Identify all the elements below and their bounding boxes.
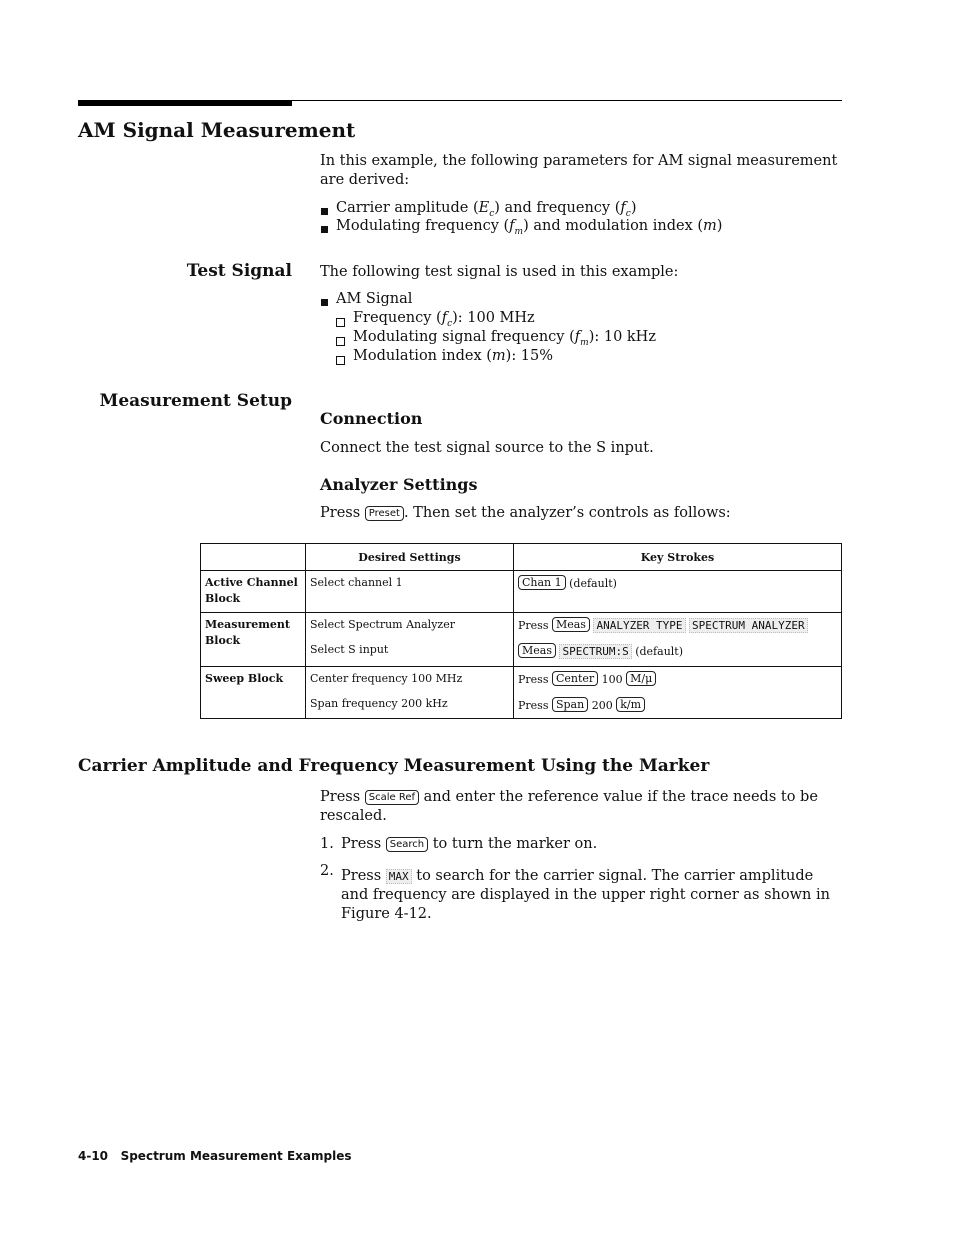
analyzer-type-softkey: ANALYZER TYPE	[593, 618, 685, 633]
analyzer-settings-heading: Analyzer Settings	[320, 475, 478, 494]
test-signal-text: The following test signal is used in this example:	[320, 264, 679, 280]
test-signal-bullet: AM Signal	[336, 291, 413, 307]
connection-text: Connect the test signal source to the S input.	[320, 440, 654, 456]
row-header: Sweep Block	[201, 667, 306, 719]
carrier-section-heading: Carrier Amplitude and Frequency Measurement Using the Marker	[78, 756, 710, 776]
preset-key: Preset	[365, 506, 404, 521]
analyzer-settings-text: Press Preset . Then set the analyzer’s controls as follows:	[320, 505, 731, 521]
chan-1-key: Chan 1	[518, 575, 566, 590]
meas-key: Meas	[518, 643, 556, 658]
step-1-text: Press Search to turn the marker on.	[341, 836, 598, 852]
table-cell: Select Spectrum Analyzer Select S input	[306, 613, 514, 667]
sub-bullet-marker	[336, 318, 345, 327]
mega-unit-key: M/μ	[626, 671, 656, 686]
max-softkey: MAX	[386, 869, 412, 884]
table-header-row	[201, 544, 842, 571]
bullet-marker	[321, 208, 328, 215]
table-cell: Select channel 1	[306, 571, 514, 613]
table-header	[201, 544, 306, 571]
table-header: Desired Settings	[306, 544, 514, 571]
step-number: 2.	[320, 863, 334, 879]
table-row	[201, 613, 842, 667]
top-rule-thick	[78, 100, 292, 106]
search-key: Search	[386, 837, 428, 852]
table-cell: Press Meas ANALYZER TYPE SPECTRUM ANALYZER Meas SPECTRUM:S (default)	[514, 613, 842, 667]
bullet-marker	[321, 226, 328, 233]
page-number: 4-10	[78, 1149, 109, 1163]
step-number: 1.	[320, 836, 334, 852]
row-header: Active Channel Block	[201, 571, 306, 613]
step-2-text: Press MAX to search for the carrier signal. The carrier amplitude and frequency are displayed in the upper right corner as shown in Figure 4-12.	[341, 868, 830, 922]
test-signal-item-2: Modulating signal frequency $(f_m)$: 10 kHz	[353, 329, 656, 348]
table-header: Key Strokes	[514, 544, 842, 571]
intro-text: In this example, the following parameters for AM signal measurement are derived:	[320, 153, 838, 188]
center-key: Center	[552, 671, 598, 686]
table-row	[201, 667, 842, 719]
scale-ref-key: Scale Ref	[365, 790, 419, 805]
page-title: AM Signal Measurement	[78, 118, 356, 142]
measurement-setup-heading: Measurement Setup	[99, 391, 292, 411]
footer-title: Spectrum Measurement Examples	[120, 1149, 352, 1163]
meas-key: Meas	[552, 617, 590, 632]
kilo-unit-key: k/m	[616, 697, 645, 712]
page-footer	[78, 1149, 351, 1163]
table-cell: Center frequency 100 MHz Span frequency 200 kHz	[306, 667, 514, 719]
bullet-marker	[321, 299, 328, 306]
settings-table	[200, 543, 842, 719]
table-cell: Chan 1 (default)	[514, 571, 842, 613]
spectrum-s-softkey: SPECTRUM:S	[559, 644, 631, 659]
intro-bullet-2: Modulating frequency $(f_m)$ and modulation index (m)	[336, 218, 723, 237]
intro-bullet-1: Carrier amplitude $(E_c)$ and frequency $(f_c)$	[336, 200, 637, 219]
spectrum-analyzer-softkey: SPECTRUM ANALYZER	[689, 618, 808, 633]
table-row	[201, 571, 842, 613]
span-key: Span	[552, 697, 588, 712]
connection-heading: Connection	[320, 409, 423, 428]
sub-bullet-marker	[336, 356, 345, 365]
test-signal-item-3: Modulation index (m): 15%	[353, 348, 554, 364]
test-signal-heading: Test Signal	[186, 261, 292, 281]
table-cell: Press Center 100 M/μ Press Span 200 k/m	[514, 667, 842, 719]
sub-bullet-marker	[336, 337, 345, 346]
carrier-intro: Press Scale Ref and enter the reference value if the trace needs to be rescaled.	[320, 789, 818, 824]
row-header: Measurement Block	[201, 613, 306, 667]
test-signal-item-1: Frequency $(f_c)$: 100 MHz	[353, 310, 535, 329]
